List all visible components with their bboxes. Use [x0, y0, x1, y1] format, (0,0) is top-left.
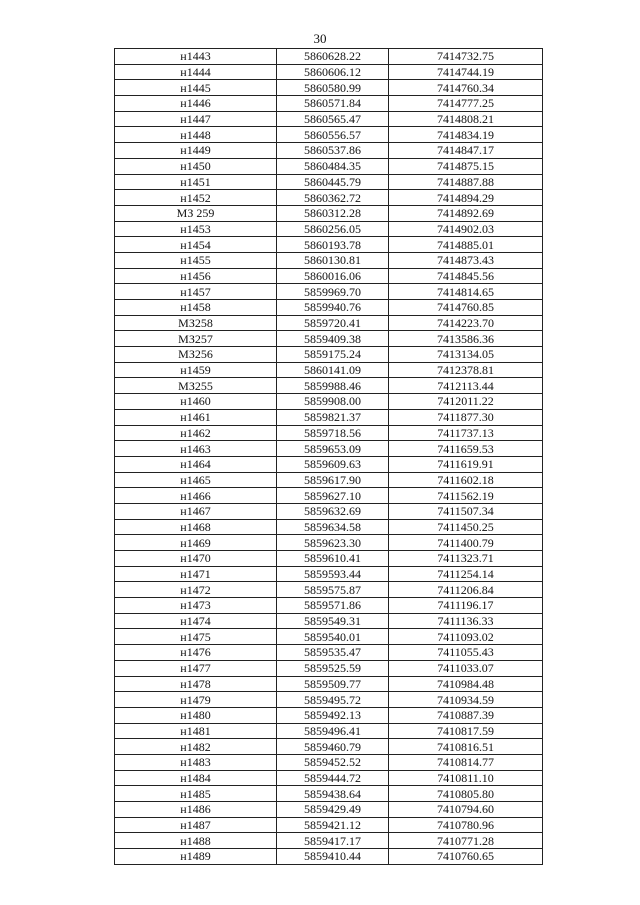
y-coordinate-cell: 7414808.21: [389, 111, 543, 127]
x-coordinate-cell: 5859452.52: [277, 754, 389, 770]
y-coordinate-cell: 7410771.28: [389, 833, 543, 849]
point-id-cell: н1443: [115, 49, 277, 65]
x-coordinate-cell: 5859495.72: [277, 692, 389, 708]
x-coordinate-cell: 5860312.28: [277, 205, 389, 221]
y-coordinate-cell: 7414834.19: [389, 127, 543, 143]
table-row: [115, 221, 543, 237]
x-coordinate-cell: 5859525.59: [277, 660, 389, 676]
table-row: [115, 535, 543, 551]
x-coordinate-cell: 5859575.87: [277, 582, 389, 598]
point-id-cell: н1454: [115, 237, 277, 253]
table-row: [115, 472, 543, 488]
table-row: [115, 49, 543, 65]
point-id-cell: МЗ255: [115, 378, 277, 394]
point-id-cell: н1473: [115, 598, 277, 614]
point-id-cell: н1477: [115, 660, 277, 676]
point-id-cell: н1485: [115, 786, 277, 802]
y-coordinate-cell: 7414873.43: [389, 252, 543, 268]
x-coordinate-cell: 5859593.44: [277, 566, 389, 582]
table-row: [115, 378, 543, 394]
x-coordinate-cell: 5859988.46: [277, 378, 389, 394]
point-id-cell: н1481: [115, 723, 277, 739]
y-coordinate-cell: 7414814.65: [389, 284, 543, 300]
y-coordinate-cell: 7411450.25: [389, 519, 543, 535]
x-coordinate-cell: 5859571.86: [277, 598, 389, 614]
point-id-cell: н1483: [115, 754, 277, 770]
point-id-cell: н1466: [115, 488, 277, 504]
x-coordinate-cell: 5859175.24: [277, 347, 389, 363]
x-coordinate-cell: 5859460.79: [277, 739, 389, 755]
point-id-cell: н1469: [115, 535, 277, 551]
table-row: [115, 645, 543, 661]
point-id-cell: н1447: [115, 111, 277, 127]
table-row: [115, 629, 543, 645]
x-coordinate-cell: 5859632.69: [277, 503, 389, 519]
x-coordinate-cell: 5859653.09: [277, 441, 389, 457]
y-coordinate-cell: 7410817.59: [389, 723, 543, 739]
x-coordinate-cell: 5860565.47: [277, 111, 389, 127]
y-coordinate-cell: 7411033.07: [389, 660, 543, 676]
table-row: [115, 80, 543, 96]
x-coordinate-cell: 5859940.76: [277, 300, 389, 316]
table-row: [115, 849, 543, 865]
point-id-cell: н1467: [115, 503, 277, 519]
x-coordinate-cell: 5859610.41: [277, 551, 389, 567]
x-coordinate-cell: 5859617.90: [277, 472, 389, 488]
table-row: [115, 817, 543, 833]
table-row: [115, 754, 543, 770]
point-id-cell: н1461: [115, 409, 277, 425]
x-coordinate-cell: 5859720.41: [277, 315, 389, 331]
point-id-cell: н1445: [115, 80, 277, 96]
x-coordinate-cell: 5860362.72: [277, 190, 389, 206]
y-coordinate-cell: 7414760.34: [389, 80, 543, 96]
point-id-cell: МЗ257: [115, 331, 277, 347]
y-coordinate-cell: 7410816.51: [389, 739, 543, 755]
y-coordinate-cell: 7412378.81: [389, 362, 543, 378]
x-coordinate-cell: 5859634.58: [277, 519, 389, 535]
point-id-cell: н1452: [115, 190, 277, 206]
point-id-cell: н1486: [115, 802, 277, 818]
x-coordinate-cell: 5859410.44: [277, 849, 389, 865]
y-coordinate-cell: 7410794.60: [389, 802, 543, 818]
y-coordinate-cell: 7414885.01: [389, 237, 543, 253]
point-id-cell: н1488: [115, 833, 277, 849]
point-id-cell: н1460: [115, 394, 277, 410]
y-coordinate-cell: 7410887.39: [389, 707, 543, 723]
coordinates-table-body: [115, 49, 543, 865]
y-coordinate-cell: 7414732.75: [389, 49, 543, 65]
y-coordinate-cell: 7414744.19: [389, 64, 543, 80]
point-id-cell: н1456: [115, 268, 277, 284]
table-row: [115, 692, 543, 708]
point-id-cell: н1448: [115, 127, 277, 143]
y-coordinate-cell: 7411737.13: [389, 425, 543, 441]
y-coordinate-cell: 7414894.29: [389, 190, 543, 206]
point-id-cell: н1463: [115, 441, 277, 457]
x-coordinate-cell: 5859627.10: [277, 488, 389, 504]
y-coordinate-cell: 7411562.19: [389, 488, 543, 504]
x-coordinate-cell: 5859609.63: [277, 456, 389, 472]
table-row: [115, 582, 543, 598]
y-coordinate-cell: 7414223.70: [389, 315, 543, 331]
table-row: [115, 786, 543, 802]
y-coordinate-cell: 7411602.18: [389, 472, 543, 488]
point-id-cell: н1444: [115, 64, 277, 80]
table-row: [115, 96, 543, 112]
x-coordinate-cell: 5860130.81: [277, 252, 389, 268]
table-row: [115, 268, 543, 284]
point-id-cell: н1468: [115, 519, 277, 535]
x-coordinate-cell: 5860628.22: [277, 49, 389, 65]
x-coordinate-cell: 5860571.84: [277, 96, 389, 112]
point-id-cell: н1472: [115, 582, 277, 598]
table-row: [115, 802, 543, 818]
y-coordinate-cell: 7412113.44: [389, 378, 543, 394]
y-coordinate-cell: 7411619.91: [389, 456, 543, 472]
y-coordinate-cell: 7410814.77: [389, 754, 543, 770]
y-coordinate-cell: 7414875.15: [389, 158, 543, 174]
x-coordinate-cell: 5860141.09: [277, 362, 389, 378]
x-coordinate-cell: 5859908.00: [277, 394, 389, 410]
table-row: [115, 300, 543, 316]
point-id-cell: н1484: [115, 770, 277, 786]
x-coordinate-cell: 5859509.77: [277, 676, 389, 692]
table-row: [115, 503, 543, 519]
table-row: [115, 707, 543, 723]
y-coordinate-cell: 7414847.17: [389, 143, 543, 159]
x-coordinate-cell: 5860016.06: [277, 268, 389, 284]
y-coordinate-cell: 7411659.53: [389, 441, 543, 457]
point-id-cell: н1450: [115, 158, 277, 174]
y-coordinate-cell: 7413586.36: [389, 331, 543, 347]
table-row: [115, 566, 543, 582]
point-id-cell: н1458: [115, 300, 277, 316]
table-row: [115, 613, 543, 629]
point-id-cell: н1476: [115, 645, 277, 661]
x-coordinate-cell: 5860256.05: [277, 221, 389, 237]
y-coordinate-cell: 7411093.02: [389, 629, 543, 645]
y-coordinate-cell: 7414845.56: [389, 268, 543, 284]
x-coordinate-cell: 5859429.49: [277, 802, 389, 818]
table-row: [115, 127, 543, 143]
point-id-cell: н1474: [115, 613, 277, 629]
point-id-cell: н1471: [115, 566, 277, 582]
point-id-cell: МЗ 259: [115, 205, 277, 221]
table-row: [115, 315, 543, 331]
point-id-cell: н1489: [115, 849, 277, 865]
table-row: [115, 598, 543, 614]
y-coordinate-cell: 7414902.03: [389, 221, 543, 237]
x-coordinate-cell: 5859444.72: [277, 770, 389, 786]
y-coordinate-cell: 7414760.85: [389, 300, 543, 316]
y-coordinate-cell: 7412011.22: [389, 394, 543, 410]
y-coordinate-cell: 7414887.88: [389, 174, 543, 190]
x-coordinate-cell: 5860580.99: [277, 80, 389, 96]
point-id-cell: н1459: [115, 362, 277, 378]
table-row: [115, 739, 543, 755]
point-id-cell: н1487: [115, 817, 277, 833]
y-coordinate-cell: 7414777.25: [389, 96, 543, 112]
x-coordinate-cell: 5860484.35: [277, 158, 389, 174]
table-row: [115, 488, 543, 504]
table-row: [115, 833, 543, 849]
x-coordinate-cell: 5859718.56: [277, 425, 389, 441]
point-id-cell: н1462: [115, 425, 277, 441]
y-coordinate-cell: 7411877.30: [389, 409, 543, 425]
x-coordinate-cell: 5859540.01: [277, 629, 389, 645]
y-coordinate-cell: 7413134.05: [389, 347, 543, 363]
y-coordinate-cell: 7410811.10: [389, 770, 543, 786]
x-coordinate-cell: 5859496.41: [277, 723, 389, 739]
y-coordinate-cell: 7411196.17: [389, 598, 543, 614]
y-coordinate-cell: 7410780.96: [389, 817, 543, 833]
point-id-cell: МЗ256: [115, 347, 277, 363]
point-id-cell: н1480: [115, 707, 277, 723]
y-coordinate-cell: 7410984.48: [389, 676, 543, 692]
x-coordinate-cell: 5860556.57: [277, 127, 389, 143]
page-number: 30: [313, 31, 327, 46]
coordinates-table: [114, 48, 543, 865]
x-coordinate-cell: 5859969.70: [277, 284, 389, 300]
point-id-cell: н1482: [115, 739, 277, 755]
table-row: [115, 441, 543, 457]
table-row: [115, 347, 543, 363]
x-coordinate-cell: 5859821.37: [277, 409, 389, 425]
point-id-cell: н1455: [115, 252, 277, 268]
point-id-cell: н1470: [115, 551, 277, 567]
y-coordinate-cell: 7411400.79: [389, 535, 543, 551]
y-coordinate-cell: 7411055.43: [389, 645, 543, 661]
point-id-cell: н1449: [115, 143, 277, 159]
x-coordinate-cell: 5860445.79: [277, 174, 389, 190]
table-row: [115, 205, 543, 221]
x-coordinate-cell: 5859535.47: [277, 645, 389, 661]
table-row: [115, 158, 543, 174]
point-id-cell: н1451: [115, 174, 277, 190]
x-coordinate-cell: 5859492.13: [277, 707, 389, 723]
x-coordinate-cell: 5859409.38: [277, 331, 389, 347]
table-row: [115, 519, 543, 535]
x-coordinate-cell: 5859438.64: [277, 786, 389, 802]
y-coordinate-cell: 7411507.34: [389, 503, 543, 519]
y-coordinate-cell: 7410760.65: [389, 849, 543, 865]
x-coordinate-cell: 5860606.12: [277, 64, 389, 80]
table-row: [115, 284, 543, 300]
table-row: [115, 174, 543, 190]
point-id-cell: н1457: [115, 284, 277, 300]
table-row: [115, 394, 543, 410]
table-row: [115, 770, 543, 786]
point-id-cell: МЗ258: [115, 315, 277, 331]
y-coordinate-cell: 7411136.33: [389, 613, 543, 629]
table-row: [115, 237, 543, 253]
point-id-cell: н1446: [115, 96, 277, 112]
table-row: [115, 331, 543, 347]
table-row: [115, 143, 543, 159]
x-coordinate-cell: 5859417.17: [277, 833, 389, 849]
table-row: [115, 64, 543, 80]
table-row: [115, 190, 543, 206]
point-id-cell: н1479: [115, 692, 277, 708]
point-id-cell: н1464: [115, 456, 277, 472]
table-row: [115, 362, 543, 378]
x-coordinate-cell: 5860537.86: [277, 143, 389, 159]
table-row: [115, 660, 543, 676]
y-coordinate-cell: 7410805.80: [389, 786, 543, 802]
table-row: [115, 409, 543, 425]
point-id-cell: н1478: [115, 676, 277, 692]
x-coordinate-cell: 5860193.78: [277, 237, 389, 253]
table-row: [115, 252, 543, 268]
table-row: [115, 425, 543, 441]
y-coordinate-cell: 7410934.59: [389, 692, 543, 708]
table-row: [115, 456, 543, 472]
x-coordinate-cell: 5859421.12: [277, 817, 389, 833]
y-coordinate-cell: 7411254.14: [389, 566, 543, 582]
table-row: [115, 676, 543, 692]
table-row: [115, 551, 543, 567]
y-coordinate-cell: 7411206.84: [389, 582, 543, 598]
point-id-cell: н1465: [115, 472, 277, 488]
point-id-cell: н1475: [115, 629, 277, 645]
x-coordinate-cell: 5859623.30: [277, 535, 389, 551]
y-coordinate-cell: 7414892.69: [389, 205, 543, 221]
point-id-cell: н1453: [115, 221, 277, 237]
table-row: [115, 111, 543, 127]
table-row: [115, 723, 543, 739]
x-coordinate-cell: 5859549.31: [277, 613, 389, 629]
y-coordinate-cell: 7411323.71: [389, 551, 543, 567]
